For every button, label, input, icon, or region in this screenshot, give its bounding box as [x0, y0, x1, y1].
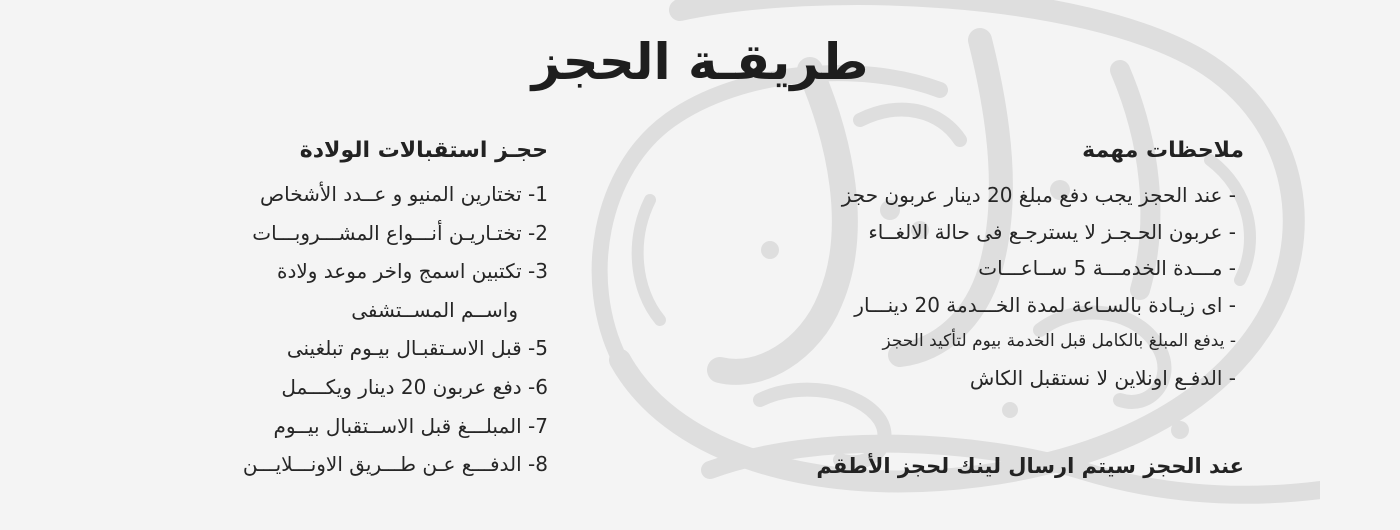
list-item: - مـــدة الخدمـــة 5 ســاعـــات: [978, 256, 1236, 280]
list-item: واســم المســتشفى: [351, 297, 518, 322]
list-item: - اى زيـادة بالسـاعة لمدة الخـــدمة 20 دينـــار: [854, 292, 1236, 317]
list-item: 8- الدفـــع عـن طـــريق الاونـــلايـــن: [242, 452, 548, 477]
notes-list: [724, 177, 1244, 396]
list-item: 2- تختـاريـن أنـــواع المشـــروبـــات: [252, 220, 548, 245]
birth-reception-booking-section: [168, 133, 548, 484]
list-item: - يدفع المبلغ بالكامل قبل الخدمة بيوم لتأكيد الحجز: [882, 331, 1236, 351]
important-notes-section: [724, 133, 1244, 396]
booking-link-note: عند الحجز سيتم ارسال لينك لحجز الأطقم: [816, 454, 1244, 478]
list-item: 5- قبل الاسـتقبـال بيـوم تبلغينى: [286, 336, 548, 361]
list-item: 7- المبلـــغ قبل الاســتقبال بيــوم: [273, 413, 548, 438]
booking-heading: حجـز استقبالات الولادة: [299, 138, 548, 163]
notes-heading: ملاحظات مهمة: [1082, 138, 1244, 163]
page-title: طريقـة الحجز: [531, 33, 869, 91]
list-item: 6- دفع عربون 20 دينار ويكـــمل: [281, 374, 548, 399]
list-item: 1- تختارين المنيو و عــدد الأشخاص: [259, 182, 548, 206]
list-item: - عربون الحـجـز لا يسترجـع فى حالة الالغــاء: [868, 219, 1236, 244]
booking-steps-list: [168, 175, 548, 484]
list-item: - عند الحجز يجب دفع مبلغ 20 دينار عربون حجز: [841, 183, 1236, 207]
list-item: - الدفـع اونلاين لا نستقبل الكاش: [969, 365, 1236, 390]
list-item: 3- تكتبين اسمج واخر موعد ولادة: [276, 259, 548, 284]
